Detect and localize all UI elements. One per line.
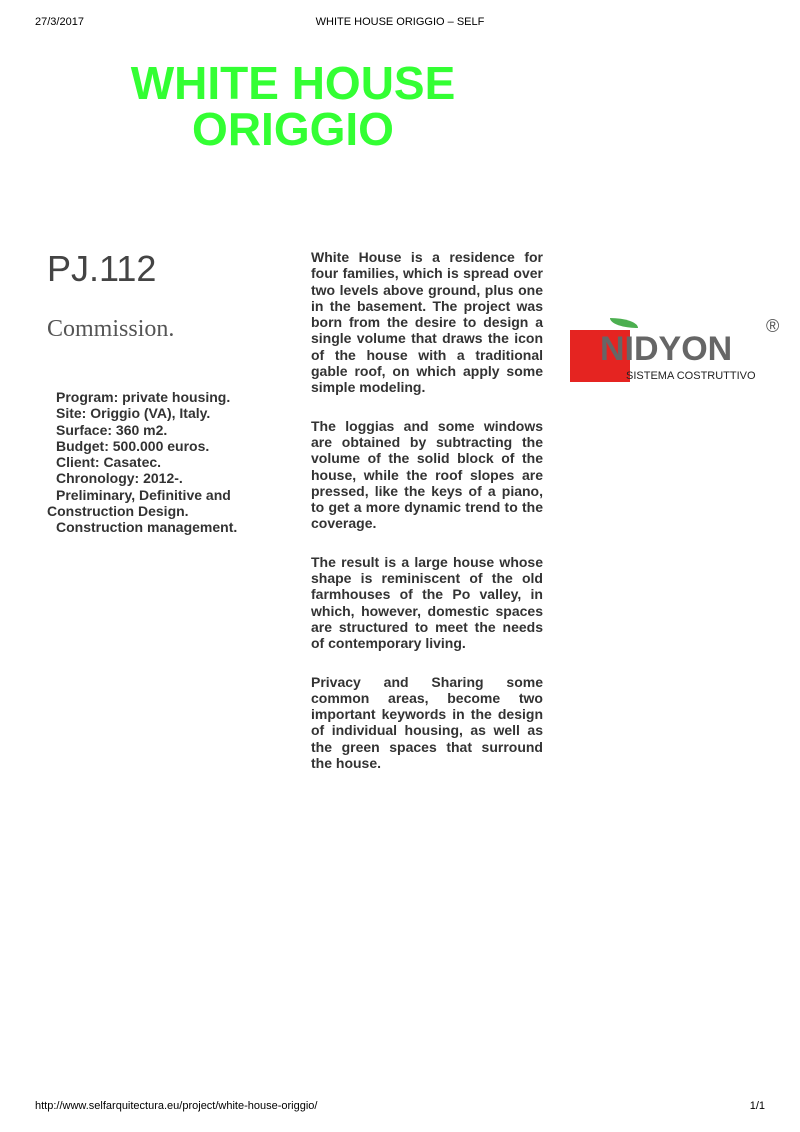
page-title [80, 57, 506, 155]
info-item: Chronology: 2012-. [56, 470, 183, 487]
title-line: WHITE HOUSE [130, 57, 456, 109]
paragraph: White House is a residence for four families, which is spread over two levels above ground, plus one in the basement. The project was born from the desire to design a single volume that draws the icon of the house with a traditional gable roof, on which apply some simple modeling. [311, 249, 543, 396]
project-code: PJ.112 [47, 248, 157, 289]
nidyon-logo [570, 316, 790, 384]
title-line: ORIGGIO [192, 103, 394, 155]
info-item: Budget: 500.000 euros. [56, 437, 210, 454]
info-item: Program: private housing. [56, 389, 231, 405]
print-date: 27/3/2017 [35, 16, 84, 28]
info-item: Client: Casatec. [56, 454, 162, 471]
description [311, 249, 543, 793]
registered-icon: ® [766, 316, 780, 336]
logo-tagline: SISTEMA COSTRUTTIVO [626, 370, 756, 382]
paragraph: The loggias and some windows are obtained by subtracting the volume of the solid block of the house, while the roof slopes are pressed, like the keys of a piano, to get a more dynamic trend to the coverage. [311, 417, 543, 532]
project-category: Commission. [47, 316, 175, 342]
leaf-icon [610, 318, 638, 328]
paragraph: Privacy and Sharing some common areas, become two important keywords in the design of individual housing, as well as the green spaces that surround the house. [311, 673, 543, 772]
paragraph: The result is a large house whose shape is reminiscent of the old farmhouses of the Po valley, in which, however, domestic spaces are structured to meet the needs of contemporary living. [311, 553, 543, 652]
info-item: Preliminary, Definitive and Construction Design. [47, 486, 231, 520]
footer-url: http://www.selfarquitectura.eu/project/white-house-origgio/ [35, 1100, 318, 1112]
logo-wordmark: NIDYON [600, 330, 733, 368]
info-item: Construction management. [56, 519, 238, 536]
page-number: 1/1 [749, 1100, 765, 1112]
info-item: Surface: 360 m2. [56, 421, 168, 438]
print-title: WHITE HOUSE ORIGGIO – SELF [315, 16, 485, 28]
project-info [47, 389, 287, 536]
info-item: Site: Origgio (VA), Italy. [56, 405, 211, 422]
